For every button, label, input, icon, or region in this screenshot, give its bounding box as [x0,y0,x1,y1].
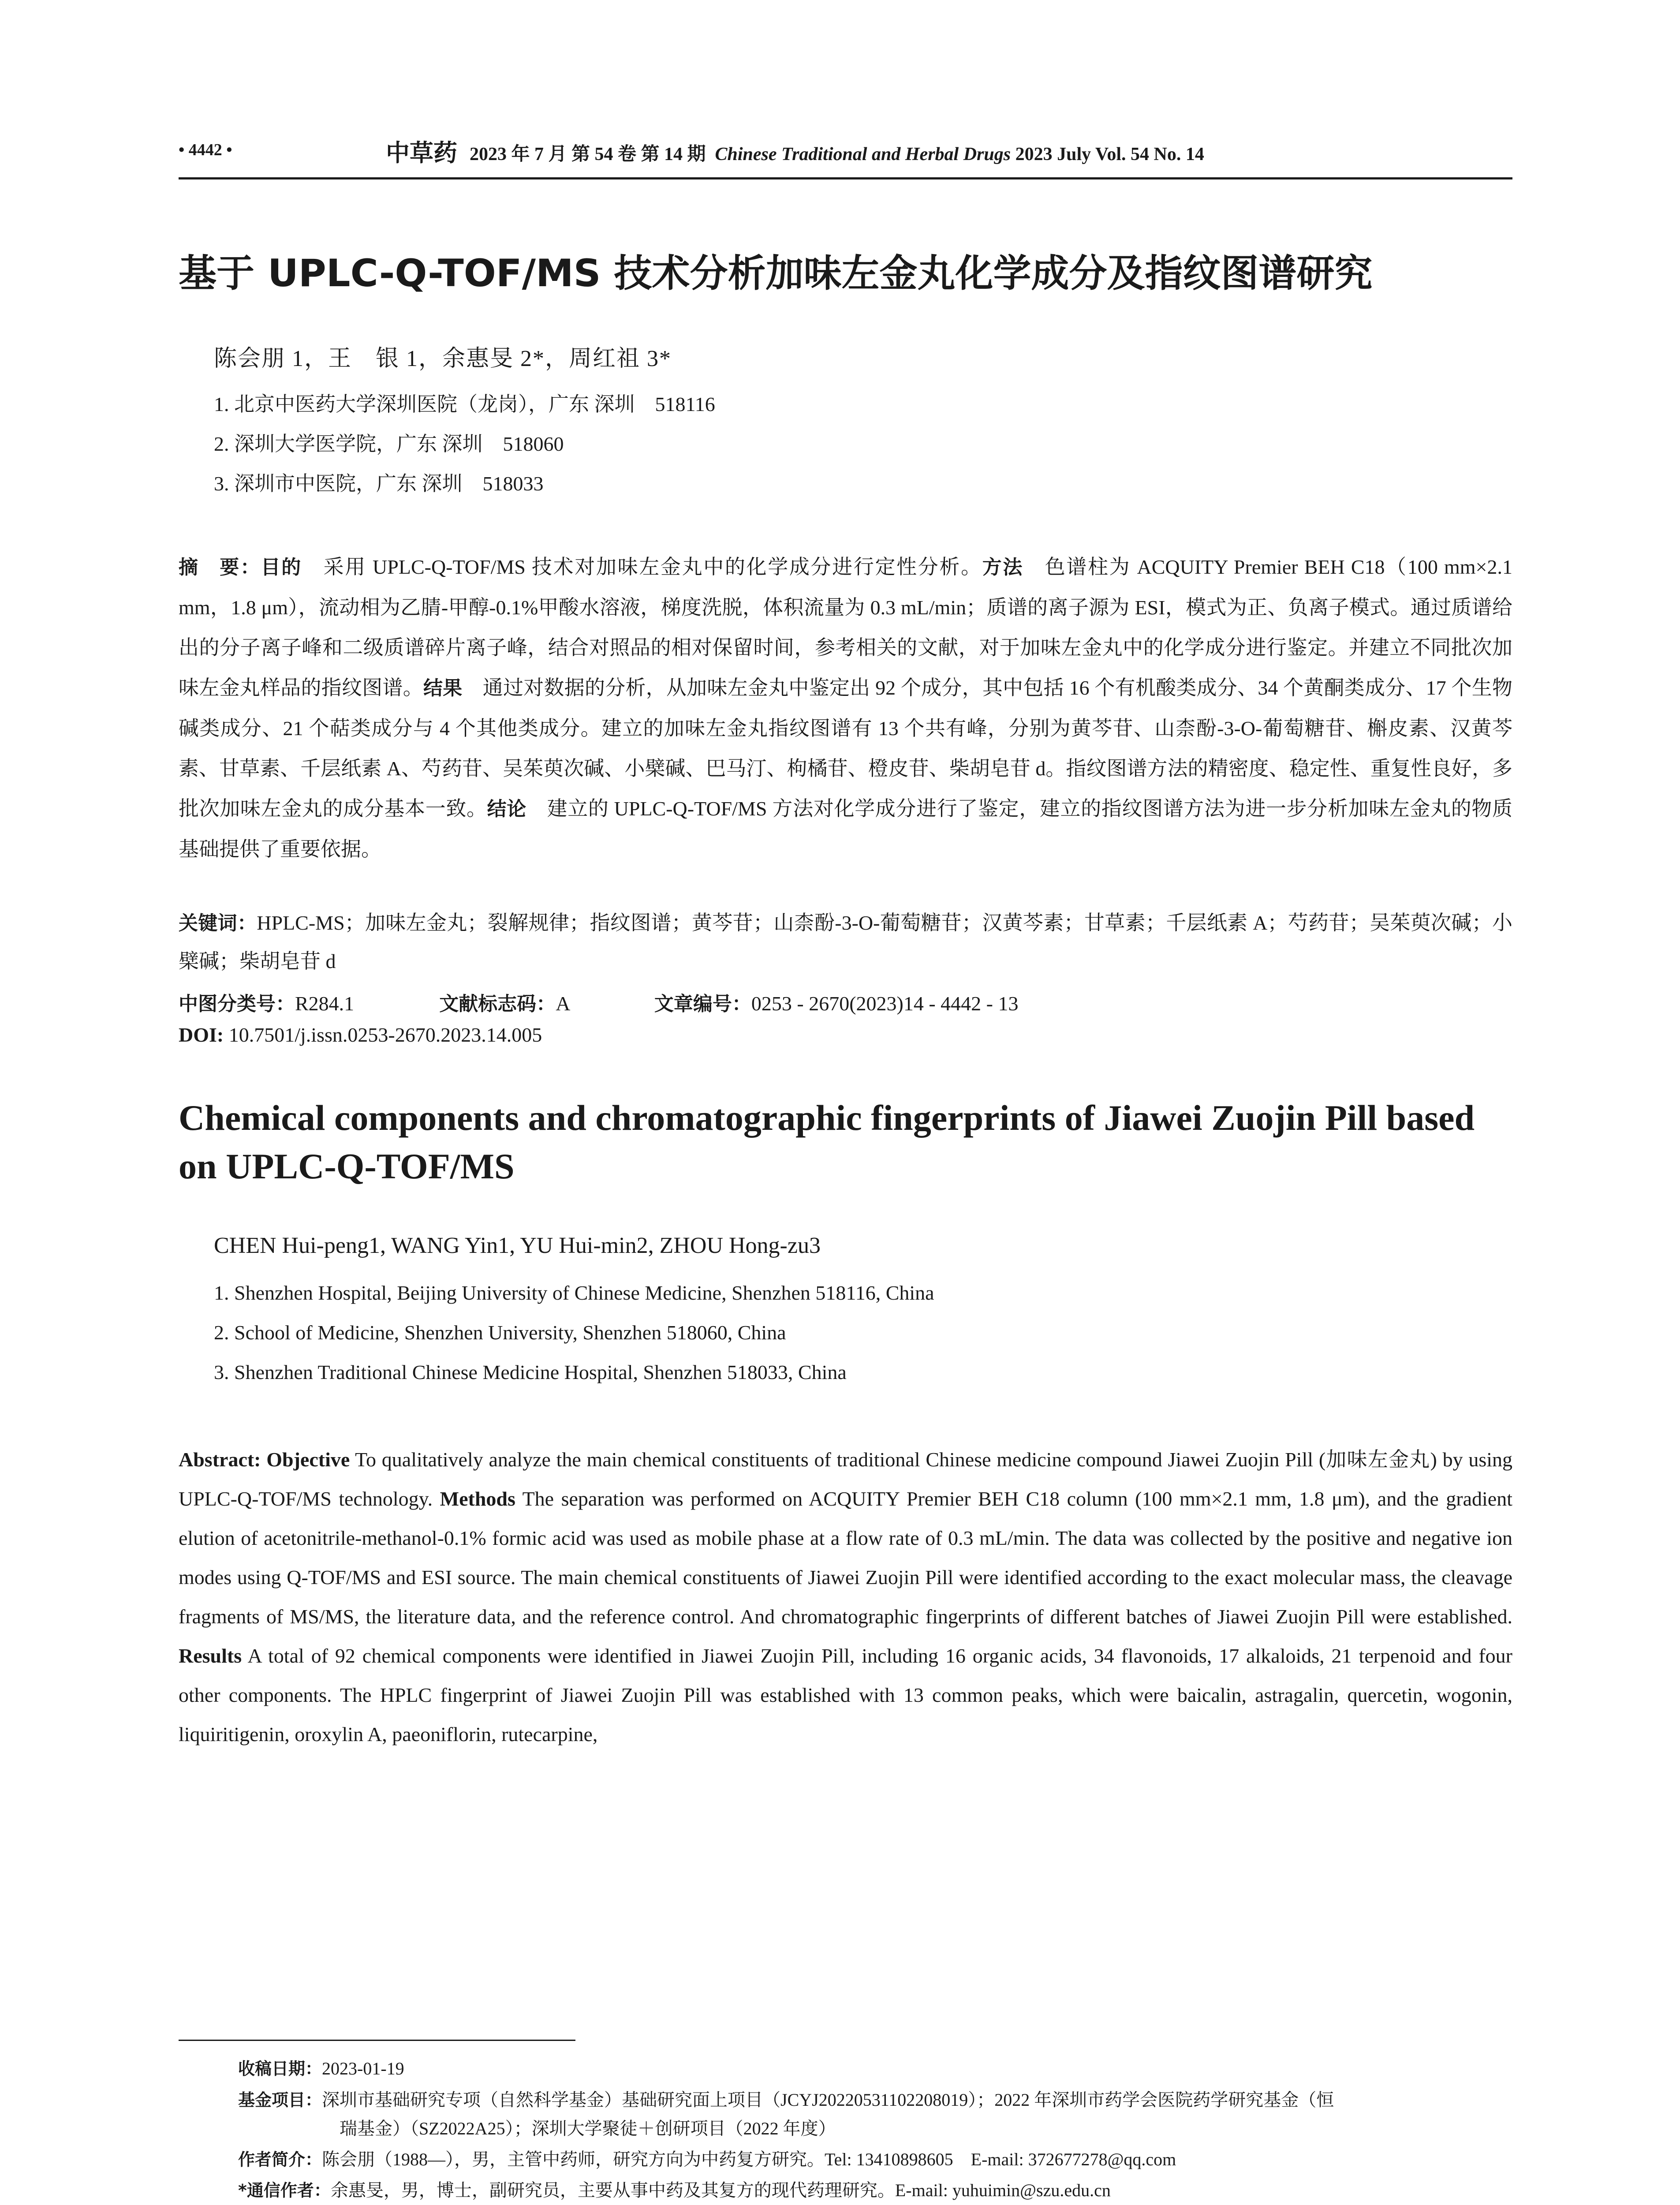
affiliation-cn-2: 2. 深圳大学医学院，广东 深圳 518060 [214,433,564,455]
clc-label: 中图分类号： [179,993,295,1015]
conclusion-cn-text: 建立的 UPLC-Q-TOF/MS 方法对化学成分进行了鉴定，建立的指纹图谱方法为进一步分析加味左金丸的物质基础提供了重要依据。 [179,797,1513,860]
footnote-author [238,2145,1176,2171]
methods-en-label: Methods [440,1487,515,1510]
affiliation-en-3: 3. Shenzhen Traditional Chinese Medicine Hospital, Shenzhen 518033, China [214,1361,847,1383]
affiliation-cn-3: 3. 深圳市中医院，广东 深圳 518033 [214,472,544,495]
abstract-cn [179,547,1512,869]
doi-link[interactable]: 10.7501/j.issn.0253-2670.2023.14.005 [228,1024,542,1046]
issue-info [470,139,1204,166]
keywords-cn-label: 关键词： [179,912,257,934]
keywords-cn [179,904,1512,980]
authors-en: CHEN Hui-peng1, WANG Yin1, YU Hui-min2, ZHOU Hong-zu3 [214,1233,821,1258]
objective-en-text: To qualitatively analyze the main chemical constituents of traditional Chinese medicine compound Jiawei Zuojin Pill (加味左金丸) by using UPLC-Q-TOF/MS technology. [179,1448,1512,1510]
affiliation-en-1: 1. Shenzhen Hospital, Beijing University of Chinese Medicine, Shenzhen 518116, China [214,1282,934,1304]
issue-info-cn: 2023 年 7 月 第 54 卷 第 14 期 [470,144,706,164]
page-number: • 4442 • [179,141,232,159]
results-en-text: A total of 92 chemical components were identified in Jiawei Zuojin Pill, including 16 organic acids, 34 flavonoids, 17 alkaloids, 21 terpenoid and four other components. The HPLC fingerprint of Jiawei Zuojin Pill was established with 13 common peaks, which were baicalin, astragalin, quercetin, wogonin, liquiritigenin, oroxylin A, paeoniflorin, rutecarpine, [179,1644,1512,1745]
correspondence-label: *通信作者： [238,2181,331,2200]
running-header [179,132,1512,168]
results-en-label: Results [179,1644,242,1667]
clc-value: R284.1 [295,992,355,1015]
results-cn-text: 通过对数据的分析，从加味左金丸中鉴定出 92 个成分，其中包括 16 个有机酸类成分、34 个黄酮类成分、17 个生物碱类成分、21 个萜类成分与 4 个其他类成分。建立的加味左金丸指纹图谱有 13 个共有峰，分别为黄芩苷、山柰酚-3-O-葡萄糖苷、槲皮素、汉黄芩素、甘草素、千层纸素 A、芍药苷、吴茱萸次碱、小檗碱、巴马汀、枸橘苷、橙皮苷、柴胡皂苷 d。指纹图谱方法的精密度、稳定性、重复性良好，多批次加味左金丸的成分基本一致。 [179,676,1513,820]
objective-cn-text: 采用 UPLC-Q-TOF/MS 技术对加味左金丸中的化学成分进行定性分析。 [302,556,982,578]
doi-label: DOI: [179,1024,224,1046]
methods-cn-label: 方法 [982,556,1024,579]
header-rule [179,177,1512,179]
author-bio-label: 作者简介： [238,2150,322,2169]
affiliation-cn-1: 1. 北京中医药大学深圳医院（龙岗），广东 深圳 518116 [214,393,715,415]
journal-name-en: Chinese Traditional and Herbal Drugs [715,144,1011,164]
doc-code-value: A [556,992,569,1015]
footnote-received [238,2055,404,2079]
footnote-correspondence [238,2176,1111,2201]
article-title-cn: 基于 UPLC-Q-TOF/MS 技术分析加味左金丸化学成分及指纹图谱研究 [179,251,1373,295]
methods-en-text: The separation was performed on ACQUITY Premier BEH C18 column (100 mm×2.1 mm, 1.8 μm), and the gradient elution of acetonitrile-methanol-0.1% formic acid was used as mobile phase at a flow rate of 0.3 mL/min. The data was collected by the positive and negative ion modes using Q-TOF/MS and ESI source. The main chemical constituents of Jiawei Zuojin Pill were identified according to the exact molecular mass, the cleavage fragments of MS/MS, the literature data, and the reference control. And chromatographic fingerprints of different batches of Jiawei Zuojin Pill were established. [179,1487,1512,1628]
footnote-rule [179,2040,575,2041]
affiliation-en-2: 2. School of Medicine, Shenzhen University, Shenzhen 518060, China [214,1321,786,1344]
methods-cn-text: 色谱柱为 ACQUITY Premier BEH C18（100 mm×2.1 mm，1.8 μm），流动相为乙腈-甲醇-0.1%甲酸水溶液，梯度洗脱，体积流量为 0.3 mL/min；质谱的离子源为 ESI，模式为正、负离子模式。通过质谱给出的分子离子峰和二级质谱碎片离子峰，结合对照品的相对保留时间，参考相关的文献，对于加味左金丸中的化学成分进行鉴定。并建立不同批次加味左金丸样品的指纹图谱。 [179,556,1512,699]
classification-line [179,988,1512,1016]
article-no-value: 0253 - 2670(2023)14 - 4442 - 13 [751,992,1019,1015]
correspondence-text-1: 余惠旻，男，博士，副研究员，主要从事中药及其复方的现代药理研究。E-mail: yuhuimin@szu.edu.cn [330,2180,1111,2200]
fund-text-1: 深圳市基础研究专项（自然科学基金）基础研究面上项目（JCYJ20220531102208019）；2022 年深圳市药学会医院药学研究基金（恒 [322,2090,1334,2110]
author-bio-text: 陈会朋（1988—），男，主管中药师，研究方向为中药复方研究。Tel: 13410898605 E-mail: 372677278@qq.com [322,2149,1176,2169]
abstract-cn-label: 摘 要： [179,556,261,579]
objective-en-label: Objective [266,1448,350,1471]
doi-line [179,1023,1512,1046]
objective-cn-label: 目的 [261,556,302,579]
issue-info-en: 2023 July Vol. 54 No. 14 [1015,144,1204,164]
keywords-cn-text: HPLC-MS；加味左金丸；裂解规律；指纹图谱；黄芩苷；山柰酚-3-O-葡萄糖苷；汉黄芩素；甘草素；千层纸素 A；芍药苷；吴茱萸次碱；小檗碱；柴胡皂苷 d [179,912,1513,972]
received-label: 收稿日期： [238,2059,322,2078]
article-title-en: Chemical components and chromatographic fingerprints of Jiawei Zuojin Pill based on UPLC-Q-TOF/MS [179,1098,1475,1186]
results-cn-label: 结果 [423,677,463,699]
footnote-fund [238,2086,1334,2111]
received-date: 2023-01-19 [322,2059,404,2078]
abstract-en [179,1440,1512,1754]
article-no-label: 文章编号： [654,993,751,1015]
fund-text-2: 瑞基金）（SZ2022A25）；深圳大学聚徒＋创研项目（2022 年度） [340,2119,836,2138]
fund-label: 基金项目： [238,2090,322,2110]
journal-name-cn: 中草药 [386,140,457,166]
authors-cn: 陈会朋 1，王 银 1，余惠旻 2*，周红祖 3* [214,346,672,371]
abstract-en-label: Abstract: [179,1448,267,1471]
conclusion-cn-label: 结论 [487,798,526,820]
doc-code-label: 文献标志码： [439,993,556,1015]
